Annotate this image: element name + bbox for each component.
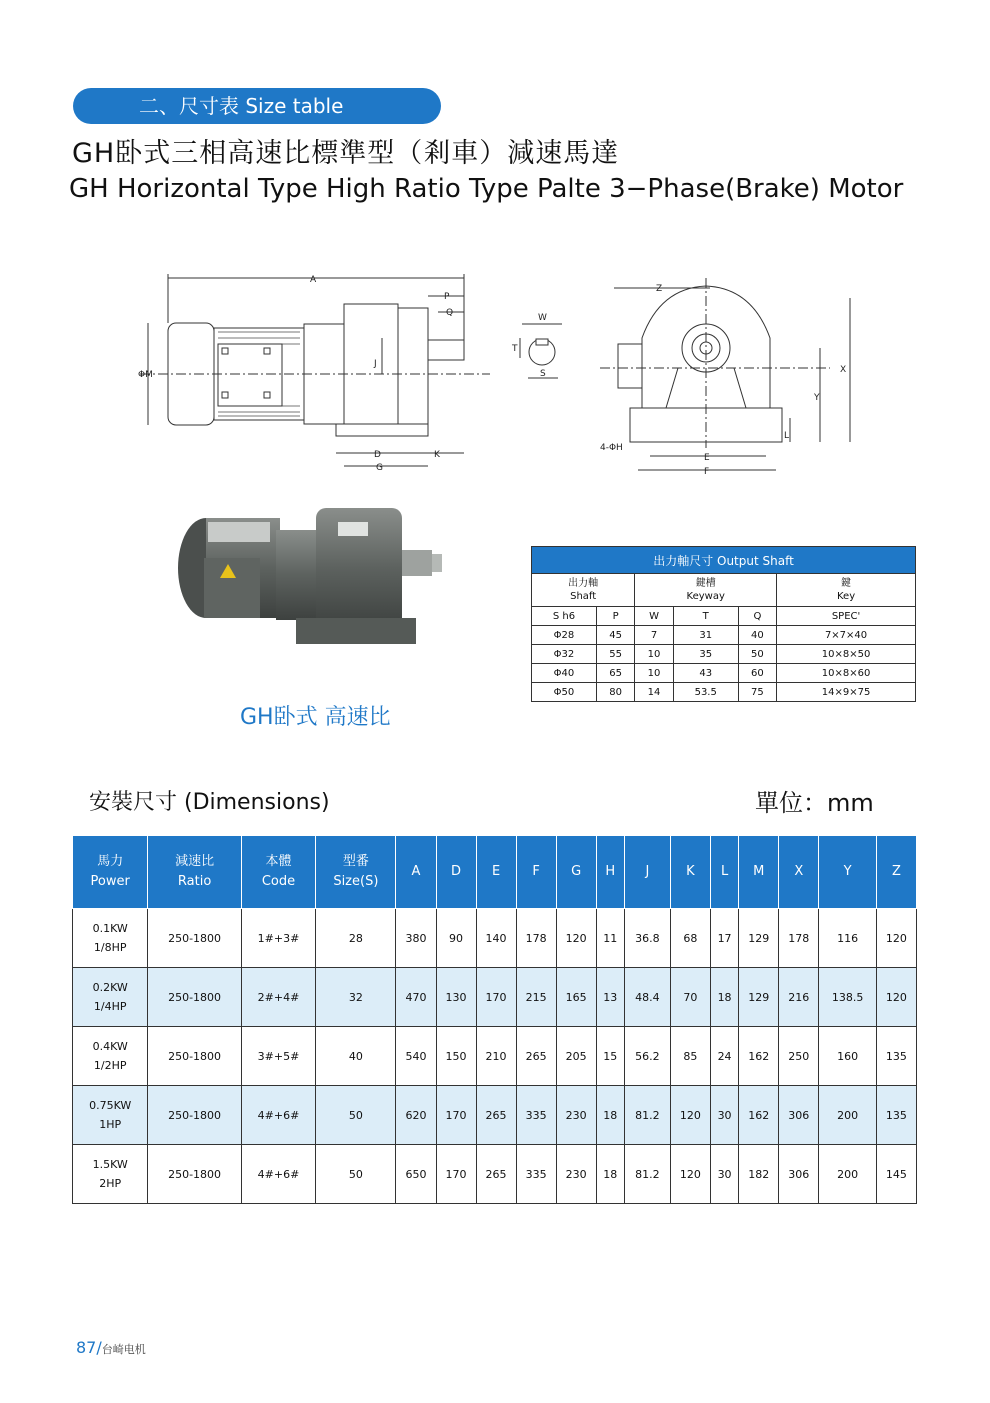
dims-col-header: X bbox=[779, 836, 819, 909]
cell: 162 bbox=[739, 1086, 779, 1145]
cell: 129 bbox=[739, 968, 779, 1027]
section-pill: 二、尺寸表 Size table bbox=[73, 88, 441, 124]
col-header: W bbox=[635, 607, 673, 626]
cell: 335 bbox=[516, 1145, 556, 1204]
cell: 200 bbox=[819, 1145, 877, 1204]
photo-caption: GH卧式 高速比 bbox=[240, 705, 391, 730]
dimensions-table bbox=[72, 835, 917, 1204]
cell: Φ40 bbox=[532, 664, 597, 683]
dims-col-header: H bbox=[596, 836, 624, 909]
cell: 43 bbox=[673, 664, 738, 683]
cell: 10×8×50 bbox=[777, 645, 916, 664]
cell: 250-1800 bbox=[148, 1027, 241, 1086]
col-header: T bbox=[673, 607, 738, 626]
cell: 45 bbox=[596, 626, 634, 645]
dims-col-header: M bbox=[739, 836, 779, 909]
col-header: SPEC' bbox=[777, 607, 916, 626]
cell: 265 bbox=[476, 1145, 516, 1204]
cell: 7×7×40 bbox=[777, 626, 916, 645]
cell: 17 bbox=[710, 909, 738, 968]
label-e: E bbox=[704, 453, 710, 463]
output-shaft-table bbox=[531, 546, 916, 702]
cell: 130 bbox=[436, 968, 476, 1027]
cell: 135 bbox=[876, 1027, 916, 1086]
cell: 10 bbox=[635, 664, 673, 683]
label-y: Y bbox=[814, 393, 820, 403]
table-row bbox=[73, 1145, 917, 1204]
label-w: W bbox=[538, 313, 547, 323]
cell: 24 bbox=[710, 1027, 738, 1086]
label-p: P bbox=[444, 292, 450, 302]
cell: 4#+6# bbox=[241, 1086, 315, 1145]
cell: 145 bbox=[876, 1145, 916, 1204]
cell: 215 bbox=[516, 968, 556, 1027]
cell: 230 bbox=[556, 1145, 596, 1204]
units-label: 單位：mm bbox=[755, 789, 874, 817]
dims-header-row bbox=[73, 836, 917, 909]
cell: 210 bbox=[476, 1027, 516, 1086]
cell: 140 bbox=[476, 909, 516, 968]
table-row bbox=[73, 1027, 917, 1086]
dims-col-header: L bbox=[710, 836, 738, 909]
power-cell: 0.4KW 1/2HP bbox=[73, 1027, 148, 1086]
cell: Φ28 bbox=[532, 626, 597, 645]
cell: 200 bbox=[819, 1086, 877, 1145]
cell: 306 bbox=[779, 1086, 819, 1145]
power-cell: 0.75KW 1HP bbox=[73, 1086, 148, 1145]
cell: 65 bbox=[596, 664, 634, 683]
page-title-cn: GH卧式三相高速比標準型（剎車）減速馬達 bbox=[72, 138, 620, 169]
dims-col-header: D bbox=[436, 836, 476, 909]
table-row bbox=[532, 645, 916, 664]
cell: 540 bbox=[396, 1027, 436, 1086]
cell: 120 bbox=[876, 909, 916, 968]
label-m: ΦM bbox=[138, 370, 153, 380]
dims-col-header: 減速比 Ratio bbox=[148, 836, 241, 909]
cell: 230 bbox=[556, 1086, 596, 1145]
table-row bbox=[73, 968, 917, 1027]
cell: 178 bbox=[516, 909, 556, 968]
shaft-table-title: 出力軸尺寸 Output Shaft bbox=[532, 547, 916, 574]
dims-col-header: F bbox=[516, 836, 556, 909]
table-row bbox=[532, 626, 916, 645]
cell: 250-1800 bbox=[148, 968, 241, 1027]
cell: 48.4 bbox=[624, 968, 670, 1027]
cell: 50 bbox=[738, 645, 776, 664]
page-number: 87/ bbox=[76, 1338, 102, 1357]
cell: 30 bbox=[710, 1086, 738, 1145]
cell: 11 bbox=[596, 909, 624, 968]
col-header: S h6 bbox=[532, 607, 597, 626]
cell: 85 bbox=[670, 1027, 710, 1086]
cell: 55 bbox=[596, 645, 634, 664]
cell: 35 bbox=[673, 645, 738, 664]
cell: 13 bbox=[596, 968, 624, 1027]
shaft-group-keyway: 鍵槽 Keyway bbox=[635, 574, 777, 607]
power-cell: 0.2KW 1/4HP bbox=[73, 968, 148, 1027]
cell: 116 bbox=[819, 909, 877, 968]
page-title-en: GH Horizontal Type High Ratio Type Palte 3−Phase(Brake) Motor bbox=[69, 174, 904, 204]
gearbox bbox=[344, 304, 398, 424]
power-cell: 1.5KW 2HP bbox=[73, 1145, 148, 1204]
cell: 68 bbox=[670, 909, 710, 968]
cell: 150 bbox=[436, 1027, 476, 1086]
cell: 81.2 bbox=[624, 1145, 670, 1204]
cell: 75 bbox=[738, 683, 776, 702]
cell: 50 bbox=[316, 1086, 396, 1145]
dims-col-header: 馬力 Power bbox=[73, 836, 148, 909]
cell: 129 bbox=[739, 909, 779, 968]
cell: 160 bbox=[819, 1027, 877, 1086]
cell: 15 bbox=[596, 1027, 624, 1086]
cell: 120 bbox=[670, 1086, 710, 1145]
label-h: 4-ΦH bbox=[600, 443, 623, 453]
cell: 170 bbox=[436, 1145, 476, 1204]
cell: 30 bbox=[710, 1145, 738, 1204]
cell: 18 bbox=[710, 968, 738, 1027]
cell: 120 bbox=[556, 909, 596, 968]
cell: 32 bbox=[316, 968, 396, 1027]
label-f: F bbox=[704, 467, 710, 477]
cell: 60 bbox=[738, 664, 776, 683]
cell: 7 bbox=[635, 626, 673, 645]
cell: 135 bbox=[876, 1086, 916, 1145]
cell: 216 bbox=[779, 968, 819, 1027]
cell: 3#+5# bbox=[241, 1027, 315, 1086]
cell: 138.5 bbox=[819, 968, 877, 1027]
cell: 56.2 bbox=[624, 1027, 670, 1086]
cell: 120 bbox=[876, 968, 916, 1027]
cell: 80 bbox=[596, 683, 634, 702]
cell: 265 bbox=[516, 1027, 556, 1086]
label-s: S bbox=[540, 369, 546, 379]
cell: 40 bbox=[738, 626, 776, 645]
cell: 182 bbox=[739, 1145, 779, 1204]
table-row bbox=[532, 664, 916, 683]
cell: 162 bbox=[739, 1027, 779, 1086]
cell: 18 bbox=[596, 1086, 624, 1145]
cell: 170 bbox=[436, 1086, 476, 1145]
label-z: Z bbox=[656, 284, 663, 294]
label-a: A bbox=[310, 275, 317, 285]
label-x: X bbox=[840, 365, 847, 375]
cell: 250-1800 bbox=[148, 1086, 241, 1145]
dims-col-header: G bbox=[556, 836, 596, 909]
dims-col-header: A bbox=[396, 836, 436, 909]
cell: 165 bbox=[556, 968, 596, 1027]
cell: 470 bbox=[396, 968, 436, 1027]
label-l: L bbox=[784, 431, 790, 441]
cell: 1#+3# bbox=[241, 909, 315, 968]
dimension-drawing bbox=[130, 268, 890, 483]
dims-col-header: E bbox=[476, 836, 516, 909]
cell: 250-1800 bbox=[148, 909, 241, 968]
product-photo bbox=[168, 500, 448, 680]
shaft-group-shaft: 出力軸 Shaft bbox=[532, 574, 635, 607]
cell: 10 bbox=[635, 645, 673, 664]
cell: 14 bbox=[635, 683, 673, 702]
cell: 250-1800 bbox=[148, 1145, 241, 1204]
dims-col-header: 本體 Code bbox=[241, 836, 315, 909]
col-header: Q bbox=[738, 607, 776, 626]
footer-brand: 台崎电机 bbox=[101, 1343, 146, 1356]
cell: 250 bbox=[779, 1027, 819, 1086]
cell: 170 bbox=[476, 968, 516, 1027]
cell: 28 bbox=[316, 909, 396, 968]
cell: 335 bbox=[516, 1086, 556, 1145]
cell: 306 bbox=[779, 1145, 819, 1204]
cell: 120 bbox=[670, 1145, 710, 1204]
table-row bbox=[73, 1086, 917, 1145]
dimensions-heading: 安裝尺寸 (Dimensions) bbox=[89, 790, 330, 815]
cell: 31 bbox=[673, 626, 738, 645]
cell: 53.5 bbox=[673, 683, 738, 702]
dims-col-header: Y bbox=[819, 836, 877, 909]
cell: 2#+4# bbox=[241, 968, 315, 1027]
cell: 4#+6# bbox=[241, 1145, 315, 1204]
output-shaft bbox=[428, 340, 464, 360]
cell: 70 bbox=[670, 968, 710, 1027]
shaft-group-key: 鍵 Key bbox=[777, 574, 916, 607]
table-row bbox=[532, 683, 916, 702]
cell: 50 bbox=[316, 1145, 396, 1204]
power-cell: 0.1KW 1/8HP bbox=[73, 909, 148, 968]
label-k: K bbox=[434, 450, 440, 460]
cell: 205 bbox=[556, 1027, 596, 1086]
cell: 620 bbox=[396, 1086, 436, 1145]
dims-col-header: J bbox=[624, 836, 670, 909]
cell: 36.8 bbox=[624, 909, 670, 968]
col-header: P bbox=[596, 607, 634, 626]
cell: 178 bbox=[779, 909, 819, 968]
dims-col-header: 型番 Size(S) bbox=[316, 836, 396, 909]
label-j: J bbox=[374, 359, 377, 369]
cell: 90 bbox=[436, 909, 476, 968]
cell: 14×9×75 bbox=[777, 683, 916, 702]
cell: 650 bbox=[396, 1145, 436, 1204]
dims-col-header: K bbox=[670, 836, 710, 909]
label-g: G bbox=[376, 463, 383, 473]
table-row bbox=[73, 909, 917, 968]
label-d: D bbox=[374, 450, 381, 460]
cell: Φ50 bbox=[532, 683, 597, 702]
dims-col-header: Z bbox=[876, 836, 916, 909]
cell: 18 bbox=[596, 1145, 624, 1204]
cell: 81.2 bbox=[624, 1086, 670, 1145]
label-t: T bbox=[512, 344, 518, 354]
cell: Φ32 bbox=[532, 645, 597, 664]
label-q: Q bbox=[446, 308, 454, 318]
page-footer bbox=[76, 1338, 146, 1357]
cell: 380 bbox=[396, 909, 436, 968]
cell: 10×8×60 bbox=[777, 664, 916, 683]
cell: 40 bbox=[316, 1027, 396, 1086]
cell: 265 bbox=[476, 1086, 516, 1145]
